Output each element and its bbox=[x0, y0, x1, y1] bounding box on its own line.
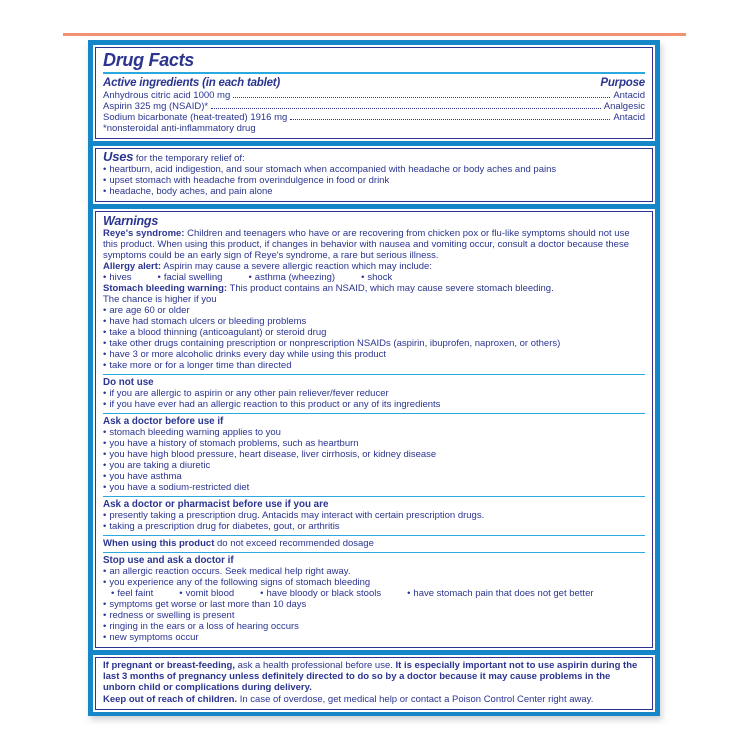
allergy-bullets-row bbox=[103, 272, 645, 283]
nsaid-footnote: *nonsteroidal anti-inflammatory drug bbox=[103, 123, 256, 134]
uses-heading: Uses bbox=[103, 149, 134, 164]
stomach-bleeding-label: Stomach bleeding warning: bbox=[103, 283, 228, 294]
chance-bullet: • take other drugs containing prescription or nonprescription NSAIDs (aspirin, ibuprofen, naproxen, or others) bbox=[103, 338, 645, 349]
drug-facts-title: Drug Facts bbox=[103, 50, 195, 70]
chance-intro: The chance is higher if you bbox=[103, 294, 217, 305]
stop-use-heading: Stop use and ask a doctor if bbox=[103, 555, 234, 566]
panel-pregnancy bbox=[93, 655, 655, 712]
stop-use-bullet: • ringing in the ears or a loss of hearing occurs bbox=[103, 621, 645, 632]
chance-bullet: • have 3 or more alcoholic drinks every day while using this product bbox=[103, 349, 645, 360]
chance-bullet: • have had stomach ulcers or bleeding problems bbox=[103, 316, 645, 327]
panel-uses bbox=[93, 146, 655, 204]
sign-bullet: • feel faint bbox=[111, 588, 153, 599]
stop-use-bullet: • symptoms get worse or last more than 10 days bbox=[103, 599, 645, 610]
allergy-bullet: • hives bbox=[103, 272, 132, 283]
dotted-leader bbox=[290, 119, 610, 120]
ask-doctor-bullet: • you have a sodium-restricted diet bbox=[103, 482, 645, 493]
uses-heading-line bbox=[103, 151, 645, 164]
when-using-label: When using this product bbox=[103, 538, 215, 549]
ask-doctor-bullet: • you have a history of stomach problems, such as heartburn bbox=[103, 438, 645, 449]
use-bullet: • headache, body aches, and pain alone bbox=[103, 186, 645, 197]
ask-doctor-bullet: • stomach bleeding warning applies to you bbox=[103, 427, 645, 438]
ask-doctor-bullet: • you are taking a diuretic bbox=[103, 460, 645, 471]
do-not-use-bullet: • if you have ever had an allergic reaction to this product or any of its ingredients bbox=[103, 399, 645, 410]
ask-pharmacist-bullet: • taking a prescription drug for diabetes, gout, or arthritis bbox=[103, 521, 645, 532]
sign-bullet: • have bloody or black stools bbox=[260, 588, 381, 599]
title-divider bbox=[103, 72, 645, 74]
warnings-heading: Warnings bbox=[103, 214, 159, 228]
ingredient-purpose: Analgesic bbox=[603, 101, 645, 112]
sign-bullet: • have stomach pain that does not get better bbox=[407, 588, 593, 599]
stop-use-bullet: • new symptoms occur bbox=[103, 632, 645, 643]
drug-facts-label bbox=[88, 40, 660, 716]
when-using-line: When using this product do not exceed recommended dosage bbox=[103, 538, 374, 549]
stomach-bleeding-signs-row bbox=[111, 588, 645, 599]
do-not-use-heading: Do not use bbox=[103, 377, 154, 388]
section-divider bbox=[103, 552, 645, 553]
allergy-bullet: • asthma (wheezing) bbox=[248, 272, 335, 283]
active-ingredients-header bbox=[103, 76, 645, 90]
pregnancy-paragraph: If pregnant or breast-feeding, ask a health professional before use. It is especially important not to use aspirin during the last 3 months of pregnancy unless definitely directed to do so by a doctor because it may cause problems in the unborn child or complications during delivery. bbox=[103, 660, 638, 693]
allergy-bullet: • facial swelling bbox=[158, 272, 223, 283]
use-bullet: • heartburn, acid indigestion, and sour stomach when accompanied with headache or body aches and pains bbox=[103, 164, 645, 175]
chance-bullet: • are age 60 or older bbox=[103, 305, 645, 316]
section-divider bbox=[103, 413, 645, 414]
section-divider bbox=[103, 374, 645, 375]
allergy-label: Allergy alert: bbox=[103, 261, 162, 272]
reyes-syndrome-paragraph: Reye's syndrome: Children and teenagers who have or are recovering from chicken pox or flu-like symptoms should not use this product. When using this product, if changes in behavior with nausea and vomiting occur, consult a doctor because these symptoms could be an early sign of Reye's syndrome, a rare but serious illness. bbox=[103, 228, 630, 261]
allergy-bullet: • shock bbox=[361, 272, 392, 283]
ingredient-row bbox=[103, 101, 645, 112]
active-ingredients-heading: Active ingredients (in each tablet) bbox=[103, 77, 281, 89]
chance-bullet: • take more or for a longer time than directed bbox=[103, 360, 645, 371]
panel-warnings bbox=[93, 209, 655, 650]
ingredient-name: Anhydrous citric acid 1000 mg bbox=[103, 90, 231, 101]
stop-use-bullet: • redness or swelling is present bbox=[103, 610, 645, 621]
dotted-leader bbox=[233, 97, 610, 98]
ask-doctor-bullet: • you have asthma bbox=[103, 471, 645, 482]
stomach-bleeding-paragraph: Stomach bleeding warning: This product contains an NSAID, which may cause severe stomach bleeding. bbox=[103, 283, 554, 294]
stop-use-bullet: • you experience any of the following signs of stomach bleeding bbox=[103, 577, 645, 588]
ingredient-row bbox=[103, 90, 645, 101]
ingredient-name: Sodium bicarbonate (heat-treated) 1916 mg bbox=[103, 112, 288, 123]
keep-out-bold: Keep out of reach of children. bbox=[103, 694, 238, 705]
chance-bullet: • take a blood thinning (anticoagulant) or steroid drug bbox=[103, 327, 645, 338]
use-bullet: • upset stomach with headache from overindulgence in food or drink bbox=[103, 175, 645, 186]
ask-doctor-heading: Ask a doctor before use if bbox=[103, 416, 224, 427]
ask-pharmacist-heading: Ask a doctor or pharmacist before use if you are bbox=[103, 499, 329, 510]
keep-out-of-reach-paragraph: Keep out of reach of children. In case of overdose, get medical help or contact a Poison Control Center right away. bbox=[103, 694, 594, 705]
stop-use-bullet: • an allergic reaction occurs. Seek medical help right away. bbox=[103, 566, 645, 577]
do-not-use-bullet: • if you are allergic to aspirin or any other pain reliever/fever reducer bbox=[103, 388, 645, 399]
uses-intro: for the temporary relief of: bbox=[135, 153, 245, 164]
sign-bullet: • vomit blood bbox=[179, 588, 234, 599]
ask-pharmacist-bullet: • presently taking a prescription drug. Antacids may interact with certain prescription drugs. bbox=[103, 510, 645, 521]
ingredient-row bbox=[103, 112, 645, 123]
ingredient-purpose: Antacid bbox=[613, 90, 645, 101]
ingredient-name: Aspirin 325 mg (NSAID)* bbox=[103, 101, 209, 112]
top-divider-line bbox=[63, 33, 686, 36]
section-divider bbox=[103, 535, 645, 536]
ingredient-purpose: Antacid bbox=[613, 112, 645, 123]
purpose-heading: Purpose bbox=[600, 77, 645, 89]
pregnancy-bold-intro: If pregnant or breast-feeding, bbox=[103, 660, 235, 671]
reyes-label: Reye's syndrome: bbox=[103, 228, 185, 239]
allergy-alert-paragraph: Allergy alert: Aspirin may cause a severe allergic reaction which may include: bbox=[103, 261, 432, 272]
ask-doctor-bullet: • you have high blood pressure, heart disease, liver cirrhosis, or kidney disease bbox=[103, 449, 645, 460]
dotted-leader bbox=[211, 108, 601, 109]
panel-active-ingredients bbox=[93, 45, 655, 141]
section-divider bbox=[103, 496, 645, 497]
